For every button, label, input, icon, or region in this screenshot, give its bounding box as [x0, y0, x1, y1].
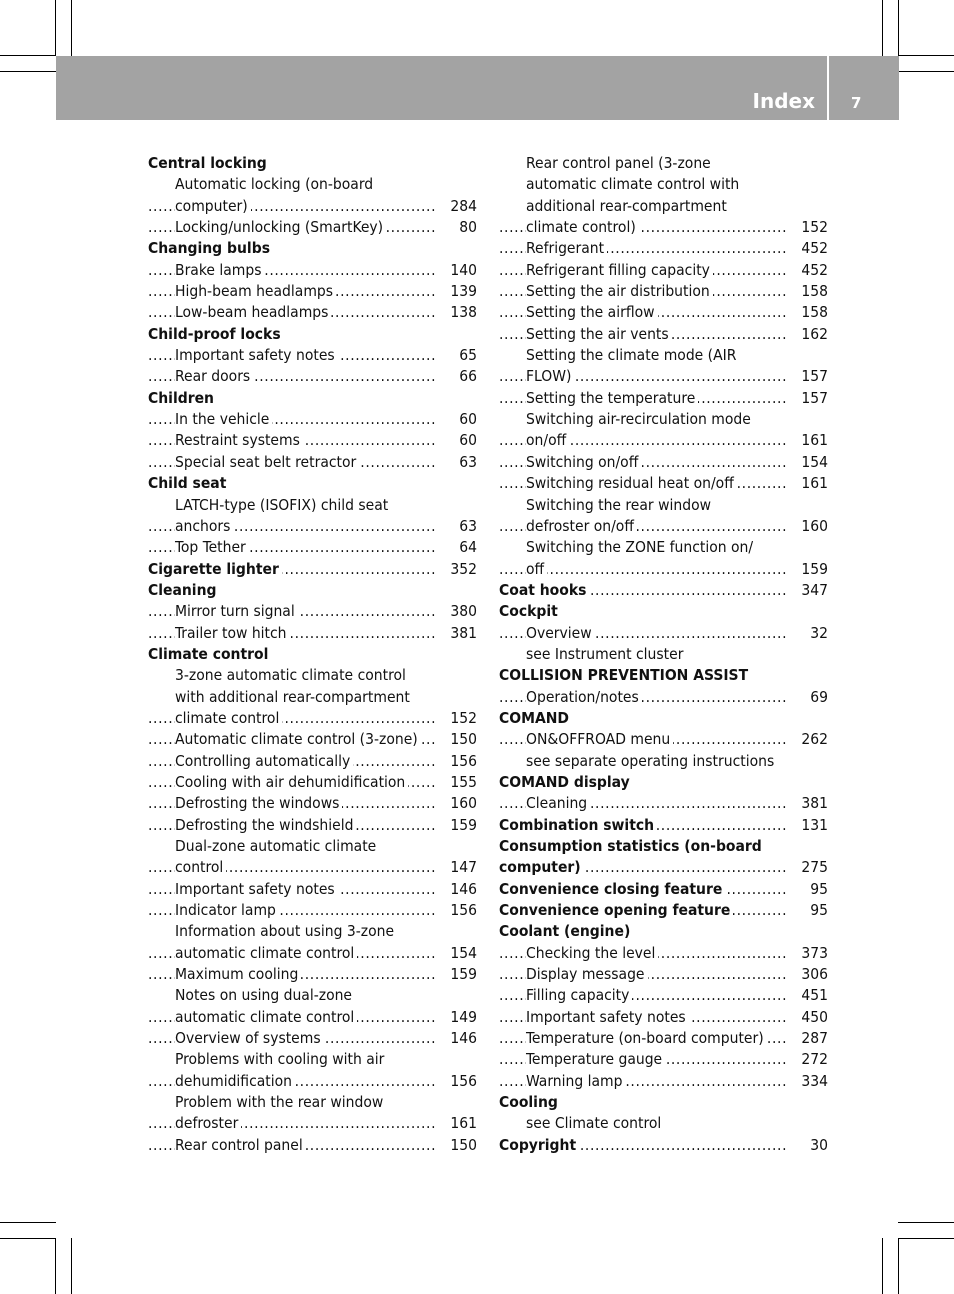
entry-text: Low-beam headlamps [175, 303, 331, 321]
index-subentry [499, 345, 828, 366]
entry-text: Coat hooks [499, 581, 589, 599]
entry-text: see separate operating instructions [526, 752, 777, 770]
page-reference: 150 [444, 1135, 477, 1156]
entry-text: Climate control [148, 645, 271, 663]
page-number: 7 [851, 94, 862, 112]
page-reference: 65 [453, 345, 477, 366]
page-reference: 156 [444, 1071, 477, 1092]
entry-text: Cigarette lighter [148, 560, 282, 578]
page-reference: 161 [795, 430, 828, 451]
crop-mark [0, 1238, 56, 1239]
entry-text: Important safety notes [526, 1008, 689, 1026]
entry-text: Cleaning [526, 794, 590, 812]
index-subentry [148, 366, 477, 387]
index-subentry [148, 217, 477, 238]
entry-text: Cooling [499, 1093, 561, 1111]
index-subentry [148, 1071, 477, 1092]
index-subentry [499, 729, 828, 750]
index-subentry [499, 1071, 828, 1092]
index-subentry [499, 751, 828, 772]
page-reference: 60 [453, 430, 477, 451]
page-reference: 347 [795, 580, 828, 601]
page-reference: 64 [453, 537, 477, 558]
entry-text: Notes on using dual-zone [175, 986, 355, 1004]
entry-text: COMAND display [499, 773, 633, 791]
index-subentry [499, 366, 828, 387]
page-reference: 146 [444, 1028, 477, 1049]
index-subentry [499, 1028, 828, 1049]
entry-text: High-beam headlamps [175, 282, 336, 300]
index-subentry [148, 345, 477, 366]
entry-text: climate control) [526, 218, 639, 236]
entry-text: Switching air-recirculation mode [526, 410, 754, 428]
page-reference: 381 [795, 793, 828, 814]
crop-mark [55, 0, 56, 56]
index-subentry [499, 1049, 828, 1070]
page-reference: 139 [444, 281, 477, 302]
page-reference: 272 [795, 1049, 828, 1070]
index-heading [148, 153, 477, 174]
index-subentry [148, 751, 477, 772]
entry-text: Cockpit [499, 602, 561, 620]
entry-text: Trailer tow hitch [175, 624, 290, 642]
page-reference: 161 [795, 473, 828, 494]
index-heading [499, 815, 828, 836]
entry-text: Combination switch [499, 816, 657, 834]
crop-mark [898, 55, 954, 56]
page-reference: 154 [795, 452, 828, 473]
index-subentry [499, 260, 828, 281]
page-reference: 160 [444, 793, 477, 814]
page-reference: 69 [804, 687, 828, 708]
entry-text: COLLISION PREVENTION ASSIST [499, 666, 751, 684]
crop-mark [898, 1238, 954, 1239]
index-subentry [148, 815, 477, 836]
page-reference: 154 [444, 943, 477, 964]
index-subentry [148, 772, 477, 793]
entry-text: off [526, 560, 547, 578]
entry-text: Defrosting the windows [175, 794, 342, 812]
entry-text: see Climate control [526, 1114, 664, 1132]
entry-text: defroster [175, 1114, 241, 1132]
entry-text: Temperature gauge [526, 1050, 665, 1068]
entry-text: Convenience opening feature [499, 901, 733, 919]
entry-text: Setting the climate mode (AIR [526, 346, 739, 364]
index-subentry [148, 857, 477, 878]
index-heading [148, 644, 477, 665]
index-heading [499, 665, 828, 686]
index-heading [499, 708, 828, 729]
page-reference: 334 [795, 1071, 828, 1092]
page-reference: 63 [453, 516, 477, 537]
entry-text: ON&OFFROAD menu [526, 730, 673, 748]
crop-mark [0, 55, 56, 56]
index-subentry [148, 601, 477, 622]
entry-text: LATCH-type (ISOFIX) child seat [175, 496, 391, 514]
index-column-left [148, 153, 477, 1156]
page-reference: 95 [804, 879, 828, 900]
index-subentry [148, 1049, 477, 1070]
entry-text: Indicator lamp [175, 901, 279, 919]
entry-text: Child-proof locks [148, 325, 284, 343]
index-heading [148, 473, 477, 494]
page-reference: 152 [795, 217, 828, 238]
index-subentry [499, 687, 828, 708]
index-heading [499, 772, 828, 793]
entry-text: Display message [526, 965, 648, 983]
index-heading [499, 836, 828, 857]
entry-text: Restraint systems [175, 431, 303, 449]
entry-text: Rear control panel [175, 1136, 306, 1154]
page-reference: 380 [444, 601, 477, 622]
index-subentry [148, 430, 477, 451]
entry-text: Problem with the rear window [175, 1093, 386, 1111]
index-subentry [499, 324, 828, 345]
entry-text: Automatic locking (on-board [175, 175, 376, 193]
entry-text: Switching on/off [526, 453, 641, 471]
page-reference: 30 [804, 1135, 828, 1156]
index-heading [499, 921, 828, 942]
entry-text: Rear control panel (3-zone [526, 154, 714, 172]
page-reference: 60 [453, 409, 477, 430]
index-subentry [148, 1092, 477, 1113]
entry-text: Consumption statistics (on-board [499, 837, 765, 855]
entry-text: Filling capacity [526, 986, 632, 1004]
entry-text: Cleaning [148, 581, 220, 599]
index-subentry [499, 516, 828, 537]
entry-text: on/off [526, 431, 569, 449]
crop-mark [0, 71, 56, 72]
index-subentry [499, 537, 828, 558]
index-subentry [499, 1007, 828, 1028]
entry-text: computer) [499, 858, 584, 876]
page-reference: 140 [444, 260, 477, 281]
page-reference: 452 [795, 260, 828, 281]
index-subentry [148, 1135, 477, 1156]
entry-text: defroster on/off [526, 517, 637, 535]
index-heading [499, 857, 828, 878]
entry-text: Operation/notes [526, 688, 642, 706]
index-subentry [148, 964, 477, 985]
index-heading [148, 388, 477, 409]
index-subentry [499, 473, 828, 494]
index-subentry [499, 943, 828, 964]
crop-mark [898, 0, 899, 56]
page-reference: 159 [444, 815, 477, 836]
index-subentry [499, 559, 828, 580]
entry-text: Important safety notes [175, 346, 338, 364]
index-heading [499, 879, 828, 900]
entry-text: Convenience closing feature [499, 880, 725, 898]
index-subentry [148, 1028, 477, 1049]
page-reference: 80 [453, 217, 477, 238]
page-reference: 147 [444, 857, 477, 878]
index-column-right [499, 153, 828, 1156]
index-subentry [148, 921, 477, 942]
entry-text: 3-zone automatic climate control [175, 666, 409, 684]
index-subentry [148, 516, 477, 537]
index-subentry [148, 1007, 477, 1028]
page-reference: 450 [795, 1007, 828, 1028]
index-subentry [499, 217, 828, 238]
crop-mark [71, 0, 72, 56]
page-reference: 352 [444, 559, 477, 580]
crop-mark [898, 71, 954, 72]
page-reference: 95 [804, 900, 828, 921]
entry-text: In the vehicle [175, 410, 272, 428]
page-reference: 162 [795, 324, 828, 345]
index-subentry [499, 1113, 828, 1134]
entry-text: Child seat [148, 474, 229, 492]
entry-text: Refrigerant [526, 239, 607, 257]
page-reference: 32 [804, 623, 828, 644]
crop-mark [71, 1238, 72, 1294]
entry-text: Coolant (engine) [499, 922, 633, 940]
index-subentry [499, 964, 828, 985]
index-heading [148, 238, 477, 259]
index-subentry [148, 174, 477, 195]
index-subentry [148, 409, 477, 430]
page-reference: 138 [444, 302, 477, 323]
entry-text: control [175, 858, 226, 876]
page-reference: 152 [444, 708, 477, 729]
page-reference: 287 [795, 1028, 828, 1049]
entry-text: Defrosting the windshield [175, 816, 356, 834]
crop-mark [898, 1222, 954, 1223]
entry-text: COMAND [499, 709, 572, 727]
index-subentry [499, 409, 828, 430]
index-subentry [148, 281, 477, 302]
page-reference: 159 [795, 559, 828, 580]
index-subentry [148, 793, 477, 814]
index-heading [148, 559, 477, 580]
entry-text: Children [148, 389, 217, 407]
index-subentry [499, 174, 828, 195]
index-subentry [499, 430, 828, 451]
entry-text: Locking/unlocking (SmartKey) [175, 218, 386, 236]
index-subentry [499, 452, 828, 473]
entry-text: Warning lamp [526, 1072, 626, 1090]
index-subentry [499, 495, 828, 516]
index-subentry [148, 452, 477, 473]
entry-text: Automatic climate control (3-zone) [175, 730, 421, 748]
page-reference: 155 [444, 772, 477, 793]
index-subentry [499, 985, 828, 1006]
page-reference: 146 [444, 879, 477, 900]
page-reference: 157 [795, 366, 828, 387]
index-subentry [148, 260, 477, 281]
entry-text: computer) [175, 197, 251, 215]
page-reference: 156 [444, 900, 477, 921]
entry-text: Overview [526, 624, 595, 642]
index-subentry [148, 623, 477, 644]
page-reference: 381 [444, 623, 477, 644]
entry-text: FLOW) [526, 367, 574, 385]
page-reference: 131 [795, 815, 828, 836]
entry-text: Refrigerant filling capacity [526, 261, 713, 279]
index-subentry [148, 196, 477, 217]
index-heading [148, 580, 477, 601]
entry-text: Switching residual heat on/off [526, 474, 737, 492]
index-subentry [499, 388, 828, 409]
page-reference: 160 [795, 516, 828, 537]
index-subentry [148, 495, 477, 516]
index-heading [499, 601, 828, 622]
page-reference: 161 [444, 1113, 477, 1134]
crop-mark [898, 1238, 899, 1294]
entry-text: Central locking [148, 154, 270, 172]
entry-text: Switching the ZONE function on/ [526, 538, 756, 556]
entry-text: Special seat belt retractor [175, 453, 359, 471]
index-subentry [148, 985, 477, 1006]
entry-text: automatic climate control [175, 944, 357, 962]
index-heading [499, 580, 828, 601]
index-heading [499, 900, 828, 921]
index-subentry [499, 793, 828, 814]
index-subentry [148, 879, 477, 900]
entry-text: Setting the airflow [526, 303, 658, 321]
header-divider [827, 56, 829, 120]
index-subentry [499, 302, 828, 323]
entry-text: Setting the air distribution [526, 282, 713, 300]
index-heading [148, 324, 477, 345]
page-reference: 452 [795, 238, 828, 259]
page-reference: 157 [795, 388, 828, 409]
crop-mark [0, 1222, 56, 1223]
entry-text: Important safety notes [175, 880, 338, 898]
entry-text: Top Tether [175, 538, 249, 556]
index-heading [499, 1135, 828, 1156]
index-subentry [148, 665, 477, 686]
index-subentry [148, 708, 477, 729]
crop-mark [882, 1238, 883, 1294]
entry-text: Brake lamps [175, 261, 265, 279]
entry-text: Setting the temperature [526, 389, 698, 407]
page-reference: 451 [795, 985, 828, 1006]
index-subentry [499, 238, 828, 259]
page-reference: 284 [444, 196, 477, 217]
page-reference: 275 [795, 857, 828, 878]
index-heading [499, 1092, 828, 1113]
page-reference: 262 [795, 729, 828, 750]
entry-text: additional rear-compartment [526, 197, 730, 215]
page-title: Index [752, 89, 815, 113]
page-reference: 150 [444, 729, 477, 750]
index-subentry [499, 196, 828, 217]
index-subentry [148, 943, 477, 964]
page-reference: 63 [453, 452, 477, 473]
entry-text: Cooling with air dehumidification [175, 773, 408, 791]
index-subentry [148, 537, 477, 558]
entry-text: Changing bulbs [148, 239, 273, 257]
entry-text: Problems with cooling with air [175, 1050, 387, 1068]
page-reference: 158 [795, 302, 828, 323]
entry-text: Controlling automatically [175, 752, 353, 770]
page-reference: 149 [444, 1007, 477, 1028]
entry-text: Switching the rear window [526, 496, 714, 514]
entry-text: automatic climate control with [526, 175, 742, 193]
entry-text: Dual-zone automatic climate [175, 837, 379, 855]
entry-text: with additional rear-compartment [175, 688, 413, 706]
entry-text: Temperature (on-board computer) [526, 1029, 767, 1047]
entry-text: anchors [175, 517, 233, 535]
page-reference: 66 [453, 366, 477, 387]
index-subentry [148, 687, 477, 708]
entry-text: Setting the air vents [526, 325, 672, 343]
entry-text: Checking the level [526, 944, 658, 962]
entry-text: Copyright [499, 1136, 579, 1154]
index-subentry [499, 153, 828, 174]
entry-text: Information about using 3-zone [175, 922, 397, 940]
page-reference: 156 [444, 751, 477, 772]
entry-text: see Instrument cluster [526, 645, 686, 663]
page-reference: 158 [795, 281, 828, 302]
index-subentry [148, 302, 477, 323]
entry-text: Maximum cooling [175, 965, 301, 983]
page-reference: 373 [795, 943, 828, 964]
index-subentry [499, 623, 828, 644]
crop-mark [55, 1238, 56, 1294]
entry-text: Rear doors [175, 367, 253, 385]
entry-text: automatic climate control [175, 1008, 357, 1026]
index-subentry [148, 900, 477, 921]
entry-text: climate control [175, 709, 282, 727]
entry-text: Mirror turn signal [175, 602, 298, 620]
entry-text: dehumidification [175, 1072, 295, 1090]
page-reference: 159 [444, 964, 477, 985]
crop-mark [882, 0, 883, 56]
index-subentry [148, 836, 477, 857]
index-subentry [148, 1113, 477, 1134]
page-reference: 306 [795, 964, 828, 985]
header-bar [56, 56, 899, 120]
entry-text: Overview of systems [175, 1029, 324, 1047]
index-subentry [499, 281, 828, 302]
index-subentry [148, 729, 477, 750]
index-subentry [499, 644, 828, 665]
